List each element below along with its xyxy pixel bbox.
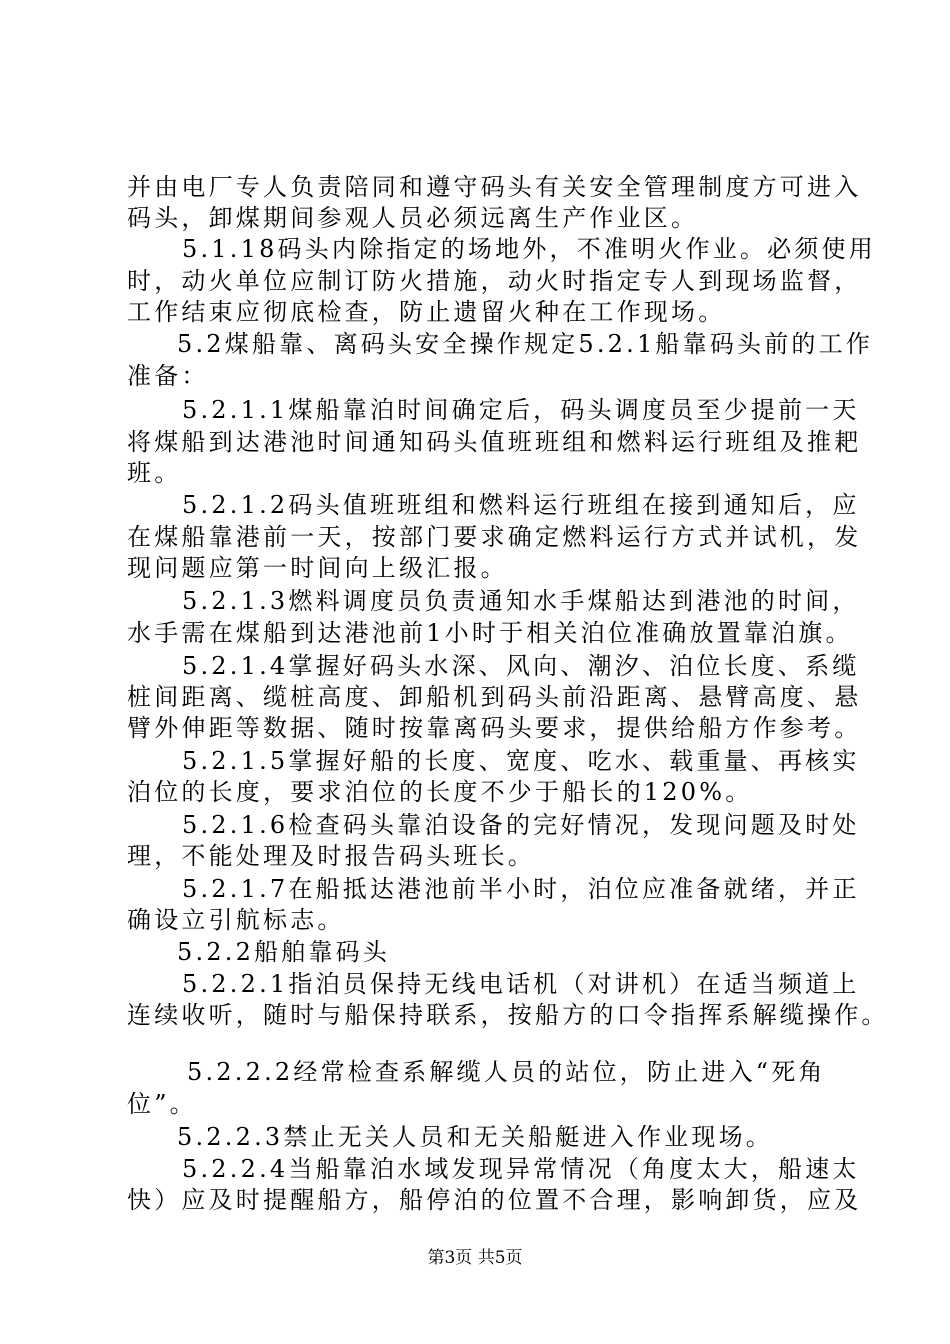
text-line: 确设立引航标志。 <box>127 906 345 934</box>
text-line: 5.2.1.4掌握好码头水深、风向、潮汐、泊位长度、系缆 <box>182 652 860 680</box>
text-line: 班。 <box>127 459 182 487</box>
text-line: 泊位的长度，要求泊位的长度不少于船长的120%。 <box>127 778 753 806</box>
text-line: 码头，卸煤期间参观人员必须远离生产作业区。 <box>127 204 699 232</box>
text-line: 5.2.2.4当船靠泊水域发现异常情况（角度太大，船速太 <box>182 1155 860 1183</box>
text-line: 水手需在煤船到达港池前1小时于相关泊位准确放置靠泊旗。 <box>127 619 853 647</box>
text-line: 将煤船到达港池时间通知码头值班班组和燃料运行班组及推耙 <box>127 428 862 456</box>
text-line: 准备： <box>127 362 209 390</box>
text-line: 现问题应第一时间向上级汇报。 <box>127 554 508 582</box>
section-heading: 5.2.2船舶靠码头 <box>177 938 391 966</box>
text-line: 位”。 <box>127 1090 197 1118</box>
text-line: 桩间距离、缆桩高度、卸船机到码头前沿距离、悬臂高度、悬 <box>127 683 862 711</box>
text-line: 5.1.18码头内除指定的场地外，不准明火作业。必须使用 <box>182 235 876 263</box>
section-heading: 5.2煤船靠、离码头安全操作规定5.2.1船靠码头前的工作 <box>177 330 874 358</box>
page-footer: 第3页 共5页 <box>427 1248 523 1268</box>
text-line: 5.2.1.2码头值班班组和燃料运行班组在接到通知后，应 <box>182 491 860 519</box>
text-line: 在煤船靠港前一天，按部门要求确定燃料运行方式并试机，发 <box>127 523 862 551</box>
text-line: 连续收听，随时与船保持联系，按船方的口令指挥系解缆操作。 <box>127 1001 889 1029</box>
text-line: 理，不能处理及时报告码头班长。 <box>127 842 535 870</box>
text-line: 5.2.1.1煤船靠泊时间确定后，码头调度员至少提前一天 <box>182 396 860 424</box>
text-line: 5.2.2.1指泊员保持无线电话机（对讲机）在适当频道上 <box>182 970 860 998</box>
text-line: 并由电厂专人负责陪同和遵守码头有关安全管理制度方可进入 <box>127 173 862 201</box>
text-line: 臂外伸距等数据、随时按靠离码头要求，提供给船方作参考。 <box>127 714 862 742</box>
text-line: 5.2.1.5掌握好船的长度、宽度、吃水、载重量、再核实 <box>182 747 860 775</box>
text-line: 工作结束应彻底检查，防止遗留火种在工作现场。 <box>127 298 726 326</box>
text-line: 5.2.1.6检查码头靠泊设备的完好情况，发现问题及时处 <box>182 811 860 839</box>
text-line: 5.2.2.3禁止无关人员和无关船艇进入作业现场。 <box>177 1123 773 1151</box>
text-line: 5.2.2.2经常检查系解缆人员的站位，防止进入“死角 <box>187 1058 826 1086</box>
text-line: 快）应及时提醒船方，船停泊的位置不合理，影响卸货，应及 <box>127 1186 862 1214</box>
text-line: 5.2.1.3燃料调度员负责通知水手煤船达到港池的时间， <box>182 587 860 615</box>
text-line: 5.2.1.7在船抵达港池前半小时，泊位应准备就绪，并正 <box>182 875 860 903</box>
text-line: 时，动火单位应制订防火措施，动火时指定专人到现场监督， <box>127 267 862 295</box>
